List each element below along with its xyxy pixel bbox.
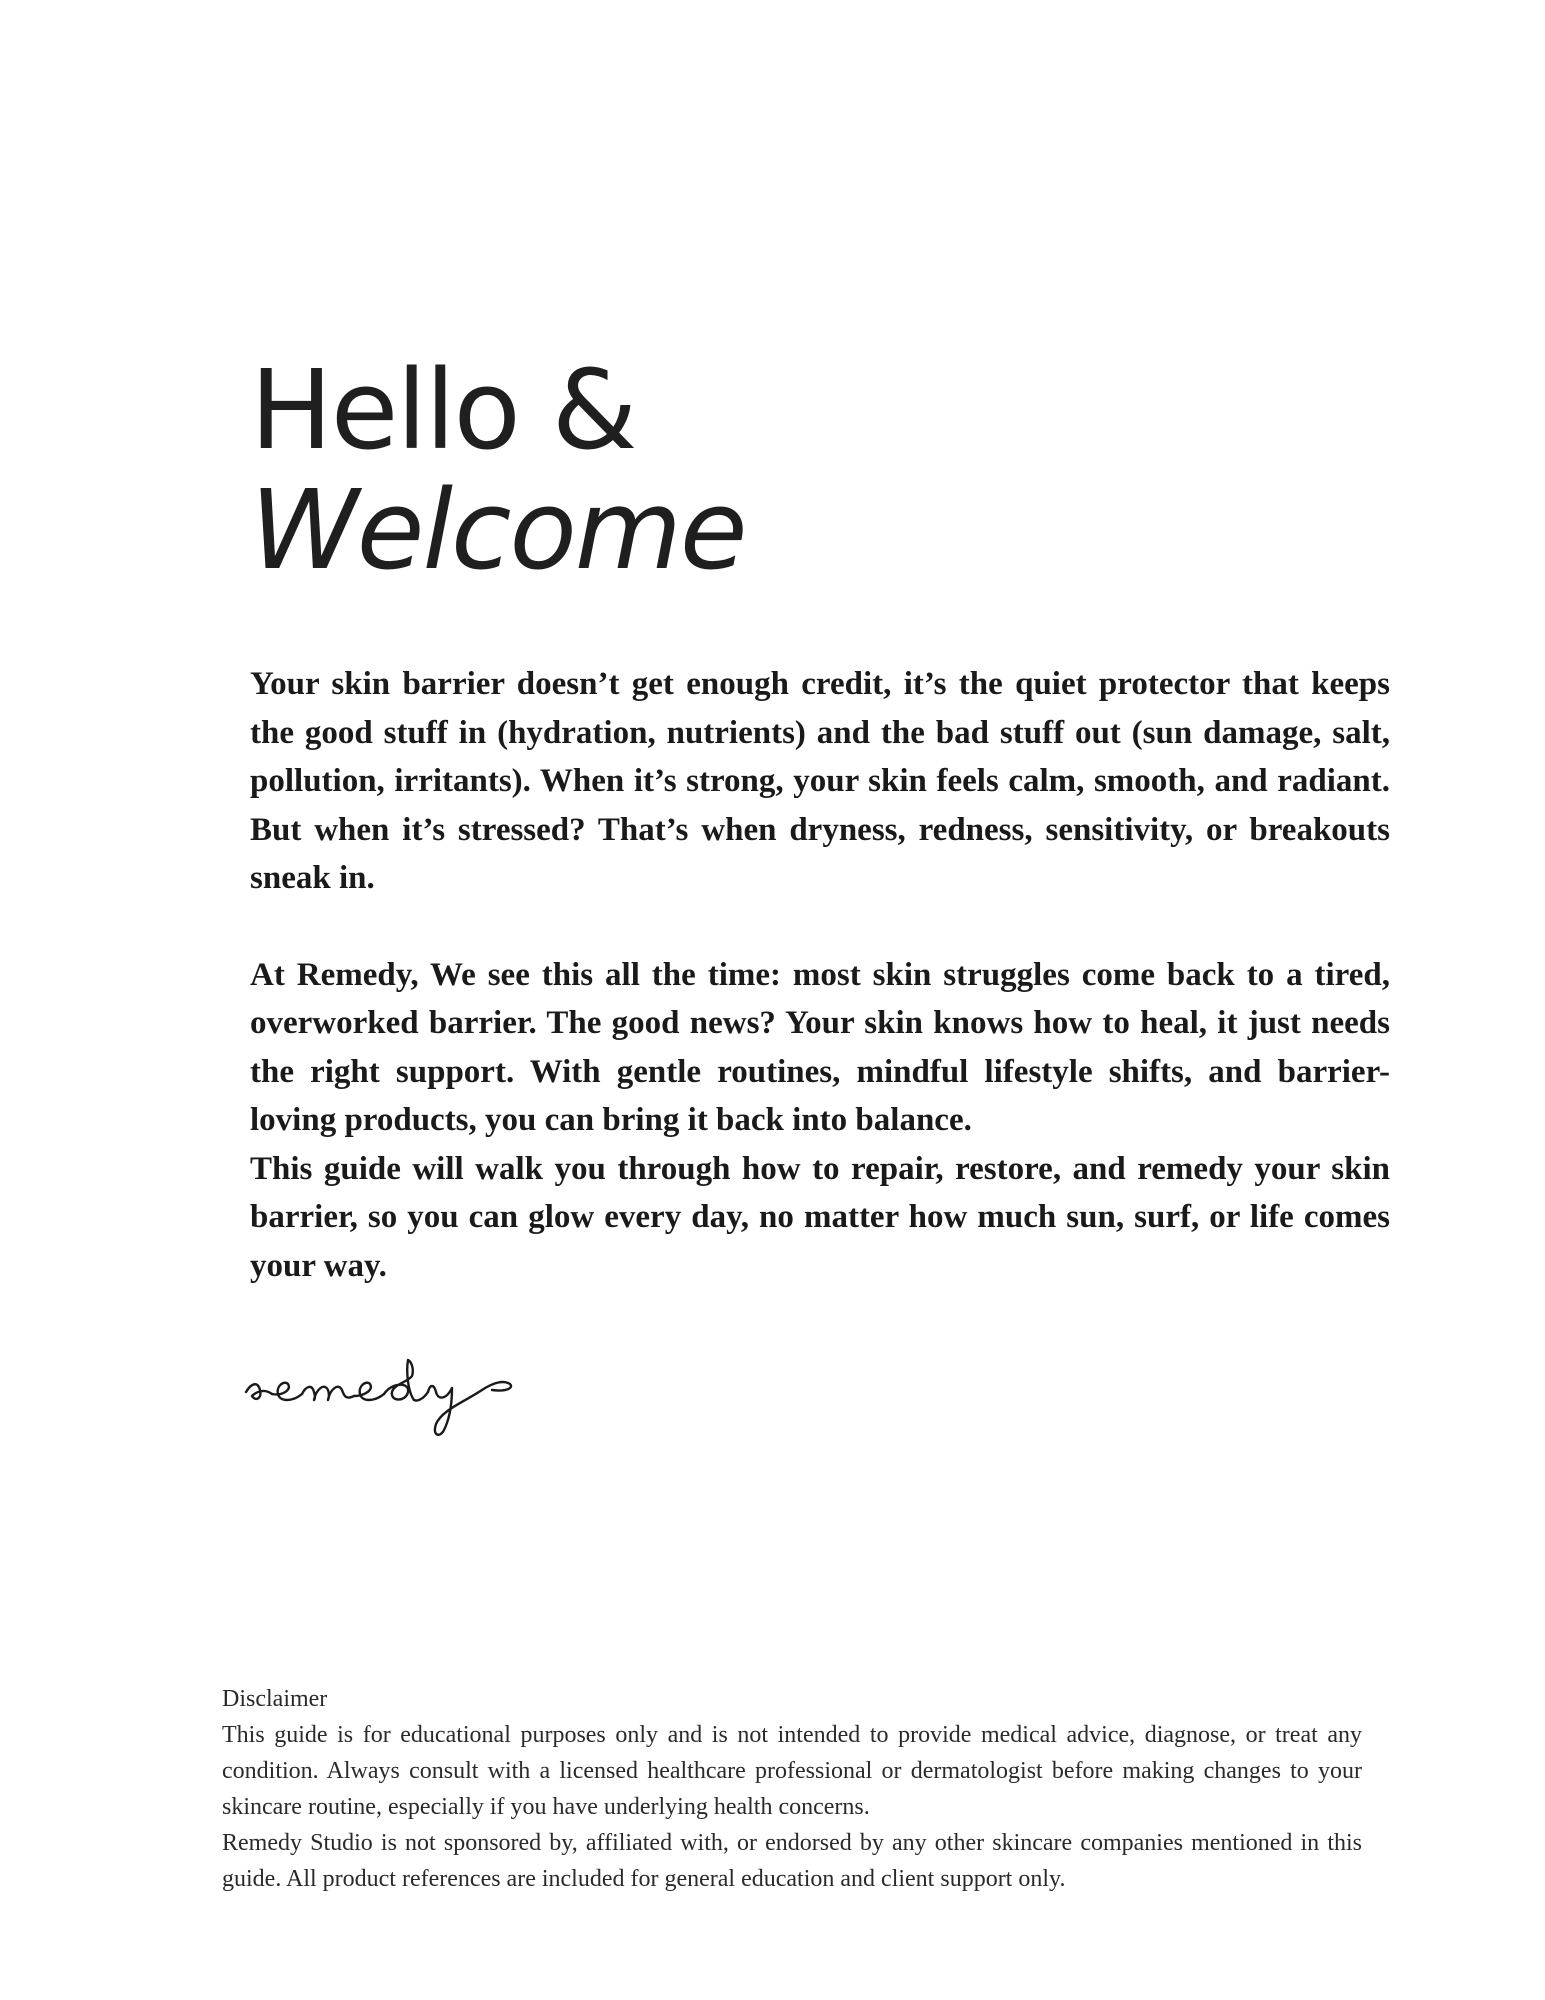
disclaimer-title: Disclaimer: [222, 1686, 328, 1712]
intro-paragraph-3: This guide will walk you through how to repair, restore, and remedy your skin barrier, so you can glow every day, no matter how much sun, surf, or life comes your way.: [250, 1150, 1390, 1284]
disclaimer-section: [222, 1681, 1362, 1897]
intro-paragraph-1: Your skin barrier doesn’t get enough credit, it’s the quiet protector that keeps the good stuff in (hydration, nutrients) and the bad stuff out (sun damage, salt, pollution, irritants). When it’s strong, your skin feels calm, smooth, and radiant. But when it’s stressed? That’s when dryness, redness, sensitivity, or breakouts sneak in.: [250, 666, 1390, 896]
remedy-signature-logo: [242, 1352, 532, 1442]
disclaimer-paragraph-2: Remedy Studio is not sponsored by, affiliated with, or endorsed by any other skincare companies mentioned in this guide. All product references are included for general education and client support only.: [222, 1830, 1362, 1892]
intro-paragraph-2: At Remedy, We see this all the time: most skin struggles come back to a tired, overworked barrier. The good news? Your skin knows how to heal, it just needs the right support. With gentle routines, mindful lifestyle shifts, and barrier-loving products, you can bring it back into balance.: [250, 956, 1390, 1138]
heading-welcome: Welcome: [250, 466, 746, 594]
page-heading: [250, 346, 746, 594]
intro-body: [250, 660, 1390, 1290]
disclaimer-paragraph-1: This guide is for educational purposes only and is not intended to provide medical advice, diagnose, or treat any condition. Always consult with a licensed healthcare professional or dermatologist before making changes to your skincare routine, especially if you have underlying health concerns.: [222, 1722, 1362, 1820]
paragraph-spacer: [250, 903, 1390, 951]
heading-hello: Hello &: [250, 346, 636, 474]
